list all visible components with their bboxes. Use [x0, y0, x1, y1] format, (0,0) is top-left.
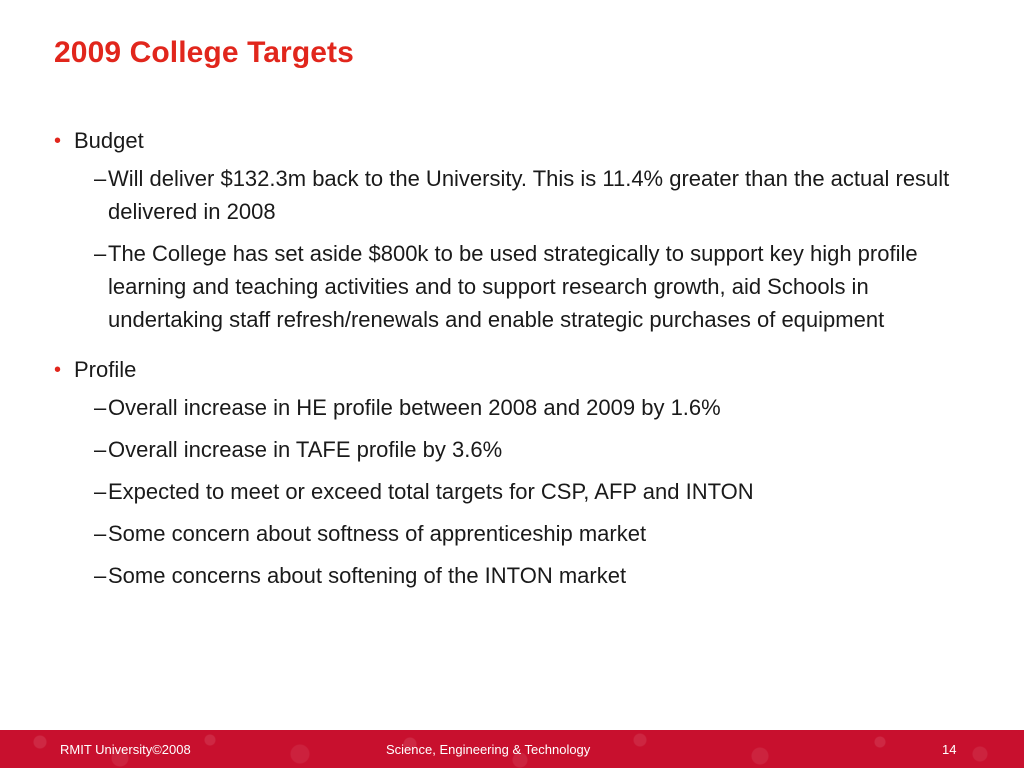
footer-college-name: Science, Engineering & Technology [386, 742, 591, 757]
dash-icon: – [94, 521, 107, 546]
bullet-budget-label: Budget [74, 128, 144, 153]
dash-icon: – [94, 479, 107, 504]
sub-bullet-text: Will deliver $132.3m back to the University. This is 11.4% greater than the actual result delivered in 2008 [108, 166, 950, 224]
dash-icon: – [94, 166, 107, 191]
footer-copyright: RMIT University©2008 [60, 742, 191, 757]
dash-icon: – [94, 395, 107, 420]
sub-bullet-text: Overall increase in TAFE profile by 3.6% [108, 437, 503, 462]
sub-bullet-profile-1 [94, 391, 974, 424]
slide-page-number: 14 [942, 742, 957, 757]
sub-bullet-budget-2 [94, 237, 974, 336]
slide-body [54, 124, 974, 601]
sub-bullet-text: The College has set aside $800k to be used strategically to support key high profile learning and teaching activities and to support research growth, aid Schools in undertaking staff refresh/renewals and enable strategic purchases of equipment [108, 241, 918, 332]
sub-bullet-text: Overall increase in HE profile between 2008 and 2009 by 1.6% [108, 395, 721, 420]
dash-icon: – [94, 563, 107, 588]
bullet-dot-icon: • [54, 359, 62, 381]
bullet-budget [54, 124, 974, 158]
dash-icon: – [94, 241, 107, 266]
sub-bullet-profile-2 [94, 433, 974, 466]
dash-icon: – [94, 437, 107, 462]
slide-title: 2009 College Targets [54, 36, 354, 69]
sub-bullet-profile-4 [94, 517, 974, 550]
sub-bullet-text: Some concerns about softening of the INTON market [108, 563, 627, 588]
sub-bullet-profile-5 [94, 559, 974, 592]
bullet-profile [54, 353, 974, 387]
bullet-dot-icon: • [54, 130, 62, 152]
sub-bullet-text: Expected to meet or exceed total targets for CSP, AFP and INTON [108, 479, 754, 504]
sub-bullet-text: Some concern about softness of apprenticeship market [108, 521, 647, 546]
sub-bullet-budget-1 [94, 162, 974, 228]
bullet-profile-label: Profile [74, 357, 137, 382]
sub-bullet-profile-3 [94, 475, 974, 508]
